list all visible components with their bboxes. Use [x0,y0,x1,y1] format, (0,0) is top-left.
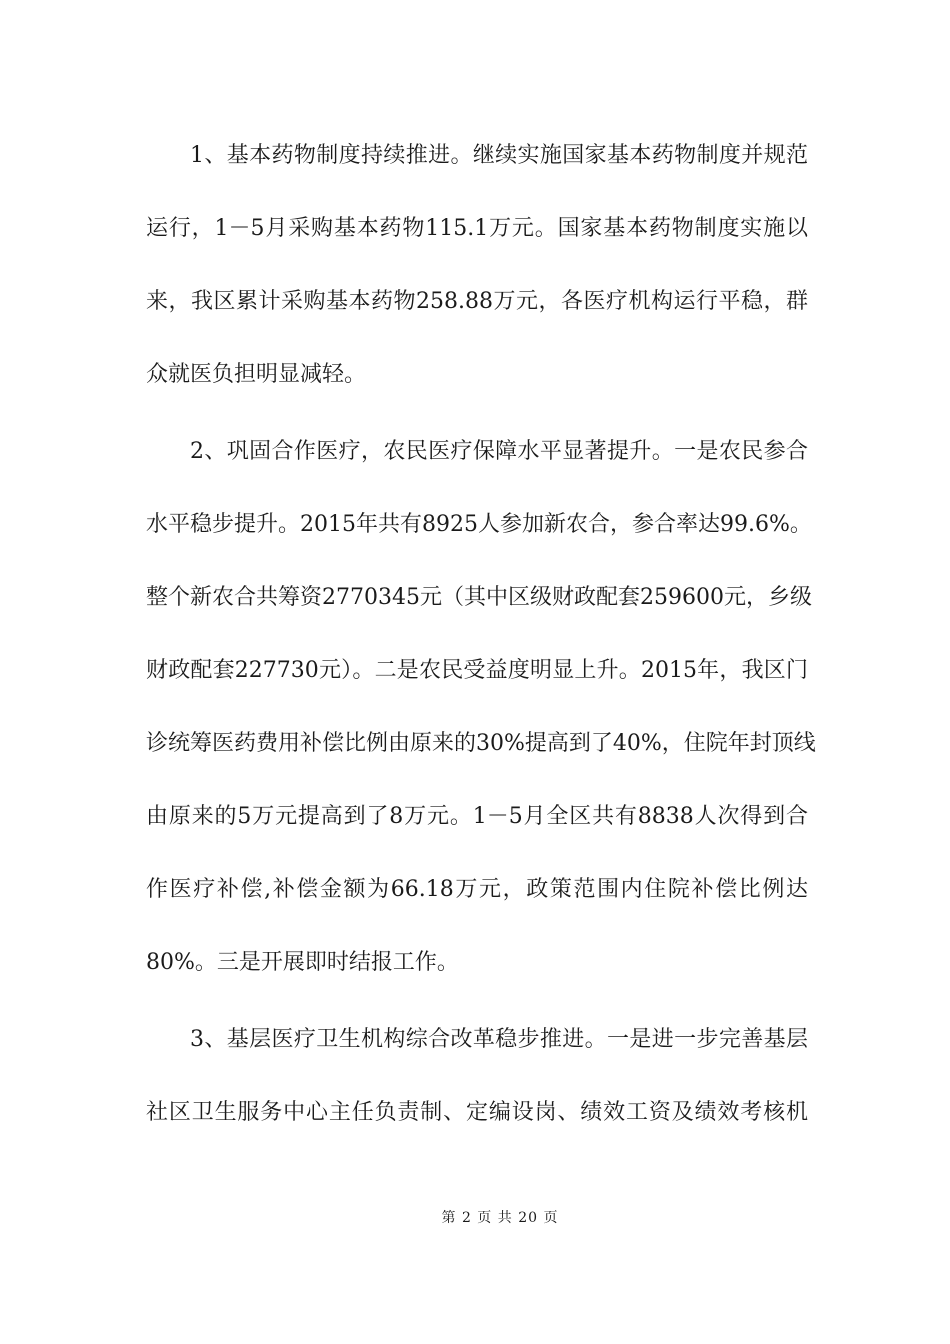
paragraph-2-line-6: 由原来的5万元提高到了8万元。1－5月全区共有8838人次得到合 [146,804,808,829]
paragraph-2-line-2: 水平稳步提升。2015年共有8925人参加新农合，参合率达99.6%。 [146,512,812,537]
paragraph-3-line-2: 社区卫生服务中心主任负责制、定编设岗、绩效工资及绩效考核机 [146,1100,808,1125]
paragraph-1-line-1: 1、基本药物制度持续推进。继续实施国家基本药物制度并规范 [190,143,808,168]
paragraph-2-line-1: 2、巩固合作医疗，农民医疗保障水平显著提升。一是农民参合 [190,439,808,464]
page-footer: 第 2 页 共 20 页 [441,1210,559,1226]
paragraph-2-line-7: 作医疗补偿,补偿金额为66.18万元，政策范围内住院补偿比例达 [146,877,808,902]
paragraph-1-line-4: 众就医负担明显减轻。 [146,362,367,387]
paragraph-2-line-4: 财政配套227730元）。二是农民受益度明显上升。2015年，我区门 [146,658,808,683]
paragraph-2-line-8: 80%。三是开展即时结报工作。 [146,950,459,975]
paragraph-1-line-2: 运行，1－5月采购基本药物115.1万元。国家基本药物制度实施以 [146,216,808,241]
paragraph-1-line-3: 来，我区累计采购基本药物258.88万元，各医疗机构运行平稳，群 [146,289,808,314]
paragraph-2-line-5: 诊统筹医药费用补偿比例由原来的30%提高到了40%，住院年封顶线 [146,731,816,756]
paragraph-2-line-3: 整个新农合共筹资2770345元（其中区级财政配套259600元，乡级 [146,585,812,610]
paragraph-3-line-1: 3、基层医疗卫生机构综合改革稳步推进。一是进一步完善基层 [190,1027,808,1052]
